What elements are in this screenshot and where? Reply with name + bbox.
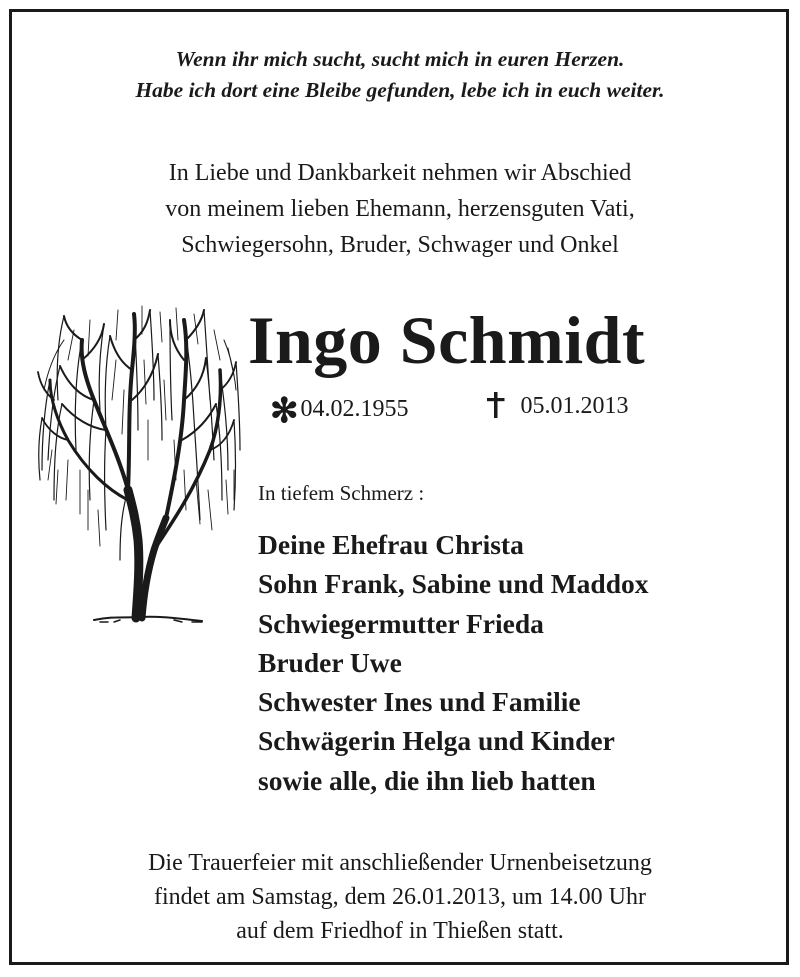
deceased-name: Ingo Schmidt	[248, 302, 646, 378]
birth-date: 04.02.1955	[300, 396, 409, 422]
memorial-motto	[0, 44, 800, 106]
intro-line-3: Schwiegersohn, Bruder, Schwager und Onkel	[181, 232, 619, 258]
cross-icon	[485, 392, 507, 418]
mourner-item: Deine Ehefrau Christa	[258, 529, 524, 560]
life-dates	[270, 390, 629, 428]
funeral-details	[0, 846, 800, 948]
mourner-item: Bruder Uwe	[258, 646, 402, 678]
farewell-intro	[0, 155, 800, 263]
mourner-item: sowie alle, die ihn lieb hatten	[258, 764, 596, 796]
mourner-item: Schwester Ines und Familie	[258, 686, 581, 718]
mourner-item: Schwiegermutter Frieda	[258, 607, 544, 639]
motto-line-1: Wenn ihr mich sucht, sucht mich in euren Herzen.	[175, 47, 625, 71]
funeral-line-3: auf dem Friedhof in Thießen statt.	[236, 918, 564, 944]
intro-line-2: von meinem lieben Ehemann, herzensguten Vati,	[165, 196, 635, 222]
grief-line: In tiefem Schmerz :	[258, 481, 425, 505]
intro-line-1: In Liebe und Dankbarkeit nehmen wir Abschied	[168, 160, 632, 186]
funeral-line-2: findet am Samstag, dem 26.01.2013, um 14.00 Uhr	[154, 884, 646, 910]
birth-info	[270, 393, 409, 430]
mourner-item: Sohn Frank, Sabine und Maddox	[258, 568, 649, 600]
weeping-willow-tree-icon	[24, 300, 244, 630]
asterisk-star-icon: ✻	[270, 393, 299, 430]
mourner-item: Schwägerin Helga und Kinder	[258, 725, 615, 757]
mourners-list	[258, 525, 649, 800]
death-date: 05.01.2013	[520, 393, 629, 419]
death-info	[485, 390, 629, 422]
funeral-line-1: Die Trauerfeier mit anschließender Urnenbeisetzung	[148, 850, 652, 876]
motto-line-2: Habe ich dort eine Bleibe gefunden, lebe ich in euch weiter.	[135, 78, 665, 102]
